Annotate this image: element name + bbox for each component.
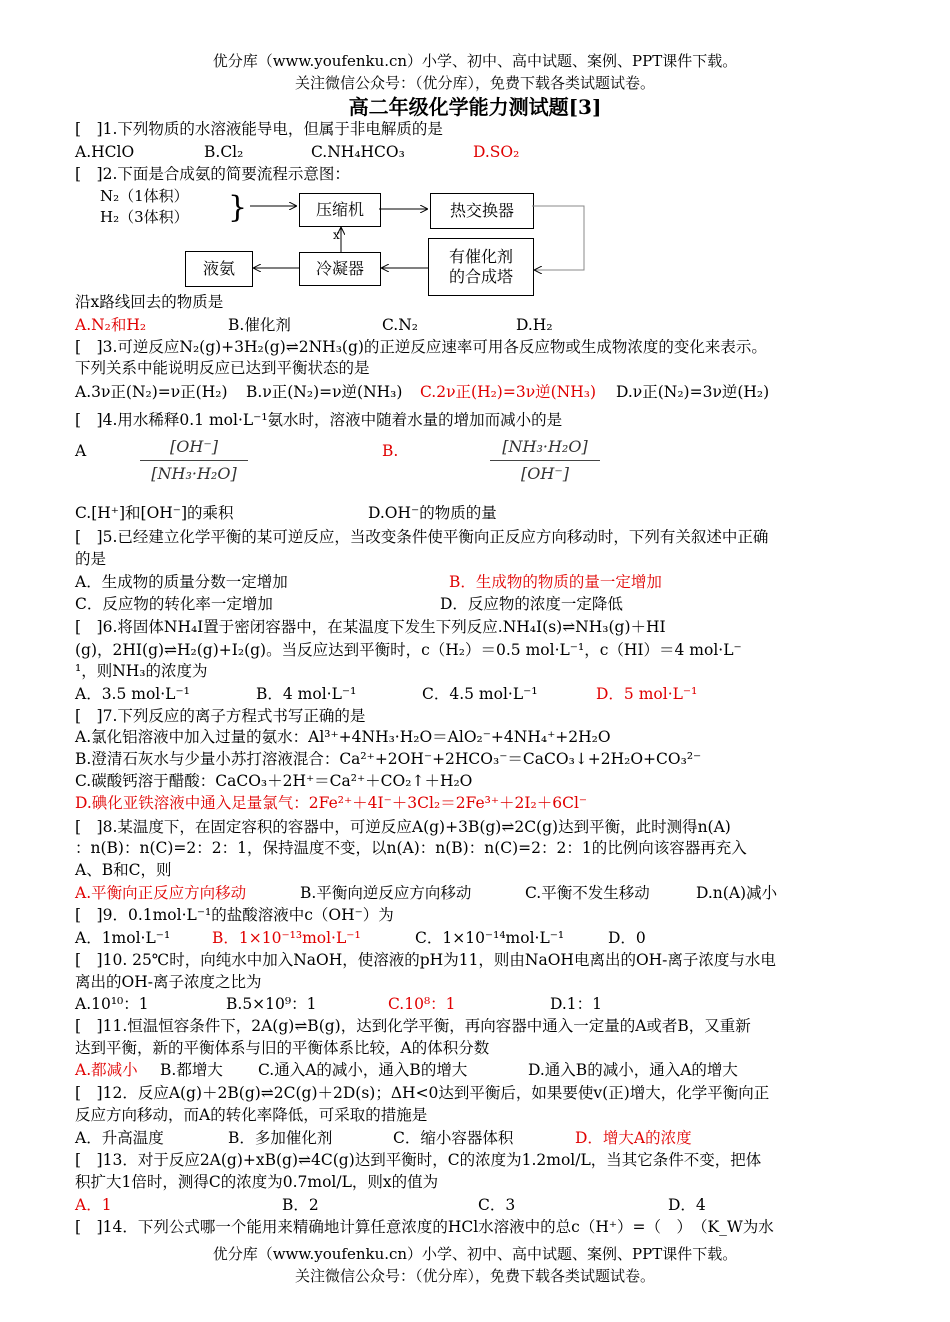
q5-stem-1: [ ]5.已经建立化学平衡的某可逆反应，当改变条件使平衡向正反应方向移动时，下列有关叙述中正确 — [75, 528, 769, 546]
q3-option-b: B.ν正(N₂)=ν逆(NH₃) — [246, 383, 403, 401]
page-title: 高二年级化学能力测试题[3] — [348, 95, 602, 119]
q2-option-a: A.N₂和H₂ — [75, 316, 147, 334]
compressor-box: 压缩机 — [299, 193, 381, 227]
q4-option-c: C.[H⁺]和[OH⁻]的乘积 — [75, 504, 234, 522]
liquid-ammonia-box: 液氨 — [185, 251, 253, 287]
x-route-label: x — [333, 228, 340, 242]
q11-option-b: B.都增大 — [160, 1061, 223, 1079]
q7-option-d: D.碘化亚铁溶液中通入足量氯气：2Fe²⁺＋4I⁻＋3Cl₂＝2Fe³⁺＋2I₂＋6Cl⁻ — [75, 794, 588, 812]
q13-option-d: D．4 — [668, 1196, 706, 1214]
q12-option-b: B．多加催化剂 — [228, 1129, 333, 1147]
q6-option-d: D．5 mol·L⁻¹ — [596, 685, 698, 703]
q8-stem-3: A、B和C，则 — [75, 861, 172, 879]
heat-exchanger-box: 热交换器 — [430, 193, 534, 229]
q6-stem-3: ¹，则NH₃的浓度为 — [75, 662, 208, 680]
q5-option-a: A．生成物的质量分数一定增加 — [75, 573, 288, 591]
q11-stem-2: 达到平衡，新的平衡体系与旧的平衡体系比较，A的体积分数 — [75, 1039, 490, 1057]
q1-option-c: C.NH₄HCO₃ — [311, 143, 405, 161]
header-line-1: 优分库（www.youfenku.cn）小学、初中、高中试题、案例、PPT课件下载。 — [212, 52, 738, 70]
fraction-bar — [490, 460, 600, 461]
q13-option-a: A．1 — [75, 1196, 112, 1214]
q12-option-c: C．缩小容器体积 — [393, 1129, 514, 1147]
q10-option-c: C.10⁸：1 — [388, 995, 456, 1013]
q4-option-b: B. — [382, 442, 399, 460]
q5-option-d: D．反应物的浓度一定降低 — [440, 595, 623, 613]
q6-stem-2: (g)，2HI(g)⇌H₂(g)+I₂(g)。当反应达到平衡时，c（H₂）＝0.5 mol·L⁻¹，c（HⅠ）＝4 mol·L⁻ — [75, 641, 742, 659]
exchanger-to-tower-arrow — [532, 206, 584, 270]
synthesis-tower-line-1: 有催化剂 — [448, 247, 513, 266]
q11-option-d: D.通入B的减小，通入A的增大 — [528, 1061, 738, 1079]
fraction-bar — [140, 460, 248, 461]
footer-line-2: 关注微信公众号：（优分库），免费下载各类试题试卷。 — [294, 1267, 655, 1285]
q4-option-d: D.OH⁻的物质的量 — [368, 504, 497, 522]
q3-option-a: A.3ν正(N₂)=ν正(H₂) — [75, 383, 228, 401]
q5-option-b: B．生成物的物质的量一定增加 — [449, 573, 662, 591]
q4-fraction-b — [490, 436, 600, 485]
q3-option-c: C.2ν正(H₂)=3ν逆(NH₃) — [420, 383, 597, 401]
q11-option-c: C.通入A的减小，通入B的增大 — [258, 1061, 468, 1079]
condenser-box: 冷凝器 — [299, 252, 381, 286]
q11-stem-1: [ ]11.恒温恒容条件下，2A(g)⇌B(g)，达到化学平衡，再向容器中通入一定量的A或者B，又重新 — [75, 1017, 751, 1035]
q13-stem-2: 积扩大1倍时，测得C的浓度为0.7mol/L，则x的值为 — [75, 1173, 439, 1191]
q9-option-a: A．1mol·L⁻¹ — [75, 929, 171, 947]
q5-option-c: C．反应物的转化率一定增加 — [75, 595, 273, 613]
synthesis-tower-box — [428, 238, 534, 296]
q3-stem-1: [ ]3.可逆反应N₂(g)+3H₂(g)⇌2NH₃(g)的正逆反应速率可用各反应物或生成物浓度的变化来表示。 — [75, 338, 767, 356]
q7-option-b: B.澄清石灰水与少量小苏打溶液混合：Ca²⁺+2OH⁻+2HCO₃⁻＝CaCO₃↓+2H₂O+CO₃²⁻ — [75, 750, 702, 768]
q12-option-a: A．升高温度 — [75, 1129, 164, 1147]
q6-option-c: C．4.5 mol·L⁻¹ — [422, 685, 538, 703]
q4-a-denominator: [NH₃·H₂O] — [151, 464, 237, 483]
q7-option-a: A.氯化铝溶液中加入过量的氨水：Al³⁺+4NH₃·H₂O＝AlO₂⁻+4NH₄⁺+2H₂O — [75, 728, 611, 746]
h2-feed-label: H₂（3体积） — [100, 208, 189, 226]
q14-stem: [ ]14．下列公式哪一个能用来精确地计算任意浓度的HCl水溶液中的总c（H⁺）=（ ） （K_W为水 — [75, 1218, 774, 1236]
q13-option-c: C．3 — [478, 1196, 516, 1214]
q4-option-a: A — [75, 442, 87, 460]
q6-option-a: A．3.5 mol·L⁻¹ — [75, 685, 190, 703]
q8-option-d: D.n(A)减小 — [696, 884, 778, 902]
q1-option-d: D.SO₂ — [473, 143, 520, 161]
q5-stem-2: 的是 — [75, 550, 107, 568]
q8-option-b: B.平衡向逆反应方向移动 — [300, 884, 472, 902]
q8-option-c: C.平衡不发生移动 — [525, 884, 650, 902]
q8-stem-1: [ ]8.某温度下，在固定容积的容器中，可逆反应A(g)+3B(g)⇌2C(g)达到平衡，此时测得n(A) — [75, 818, 731, 836]
q9-stem: [ ]9．0.1mol·L⁻¹的盐酸溶液中c（OH⁻）为 — [75, 906, 394, 924]
n2-feed-label: N₂（1体积） — [100, 187, 189, 205]
q10-option-a: A.10¹⁰：1 — [75, 995, 149, 1013]
footer-line-1: 优分库（www.youfenku.cn）小学、初中、高中试题、案例、PPT课件下载。 — [212, 1245, 738, 1263]
q9-option-c: C．1×10⁻¹⁴mol·L⁻¹ — [415, 929, 565, 947]
header-line-2: 关注微信公众号：（优分库），免费下载各类试题试卷。 — [294, 74, 655, 92]
synthesis-tower-line-2: 的合成塔 — [448, 267, 513, 286]
q10-stem-1: [ ]10. 25℃时，向纯水中加入NaOH，使溶液的pH为11，则由NaOH电离出的OH-离子浓度与水电 — [75, 951, 776, 969]
q10-stem-2: 离出的OH-离子浓度之比为 — [75, 973, 262, 991]
q6-option-b: B．4 mol·L⁻¹ — [256, 685, 357, 703]
q2-option-b: B.催化剂 — [228, 316, 291, 334]
q2-option-c: C.N₂ — [382, 316, 419, 334]
q4-fraction-a — [140, 436, 248, 485]
q10-option-d: D.1：1 — [550, 995, 603, 1013]
q1-option-a: A.HClO — [75, 143, 135, 161]
q12-stem-1: [ ]12．反应A(g)＋2B(g)⇌2C(g)＋2D(s)；ΔH<0达到平衡后，如果要使v(正)增大，化学平衡向正 — [75, 1084, 770, 1102]
q11-option-a: A.都减小 — [75, 1061, 138, 1079]
q2-prompt: 沿x路线回去的物质是 — [75, 293, 224, 311]
brace: } — [228, 190, 248, 225]
q2-stem: [ ]2.下面是合成氨的简要流程示意图： — [75, 165, 350, 183]
q8-option-a: A.平衡向正反应方向移动 — [75, 884, 247, 902]
q4-stem: [ ]4.用水稀释0.1 mol·L⁻¹氨水时，溶液中随着水量的增加而减小的是 — [75, 411, 563, 429]
q13-option-b: B．2 — [282, 1196, 319, 1214]
q12-option-d: D．增大A的浓度 — [575, 1129, 692, 1147]
q10-option-b: B.5×10⁹：1 — [226, 995, 317, 1013]
q3-option-d: D.ν正(N₂)=3ν逆(H₂) — [616, 383, 770, 401]
q1-stem: [ ]1.下列物质的水溶液能导电，但属于非电解质的是 — [75, 120, 443, 138]
q9-option-b: B．1×10⁻¹³mol·L⁻¹ — [212, 929, 361, 947]
q7-stem: [ ]7.下列反应的离子方程式书写正确的是 — [75, 707, 366, 725]
q4-b-denominator: [OH⁻] — [521, 464, 569, 483]
q9-option-d: D．0 — [608, 929, 646, 947]
q2-option-d: D.H₂ — [516, 316, 553, 334]
q1-option-b: B.Cl₂ — [204, 143, 244, 161]
q12-stem-2: 反应方向移动，而A的转化率降低，可采取的措施是 — [75, 1106, 428, 1124]
q8-stem-2: ：n(B)：n(C)=2：2：1，保持温度不变，以n(A)：n(B)：n(C)=2：2：1的比例向该容器再充入 — [75, 839, 747, 857]
q4-b-numerator: [NH₃·H₂O] — [502, 437, 588, 456]
q7-option-c: C.碳酸钙溶于醋酸：CaCO₃＋2H⁺＝Ca²⁺＋CO₂↑＋H₂O — [75, 772, 473, 790]
q6-stem-1: [ ]6.将固体NH₄Ⅰ置于密闭容器中，在某温度下发生下列反应.NH₄Ⅰ(s)⇌NH₃(g)＋HⅠ — [75, 618, 666, 636]
q3-stem-2: 下列关系中能说明反应已达到平衡状态的是 — [75, 359, 370, 377]
q13-stem-1: [ ]13．对于反应2A(g)+xB(g)⇌4C(g)达到平衡时，C的浓度为1.2mol/L，当其它条件不变，把体 — [75, 1151, 762, 1169]
q4-a-numerator: [OH⁻] — [170, 437, 218, 456]
